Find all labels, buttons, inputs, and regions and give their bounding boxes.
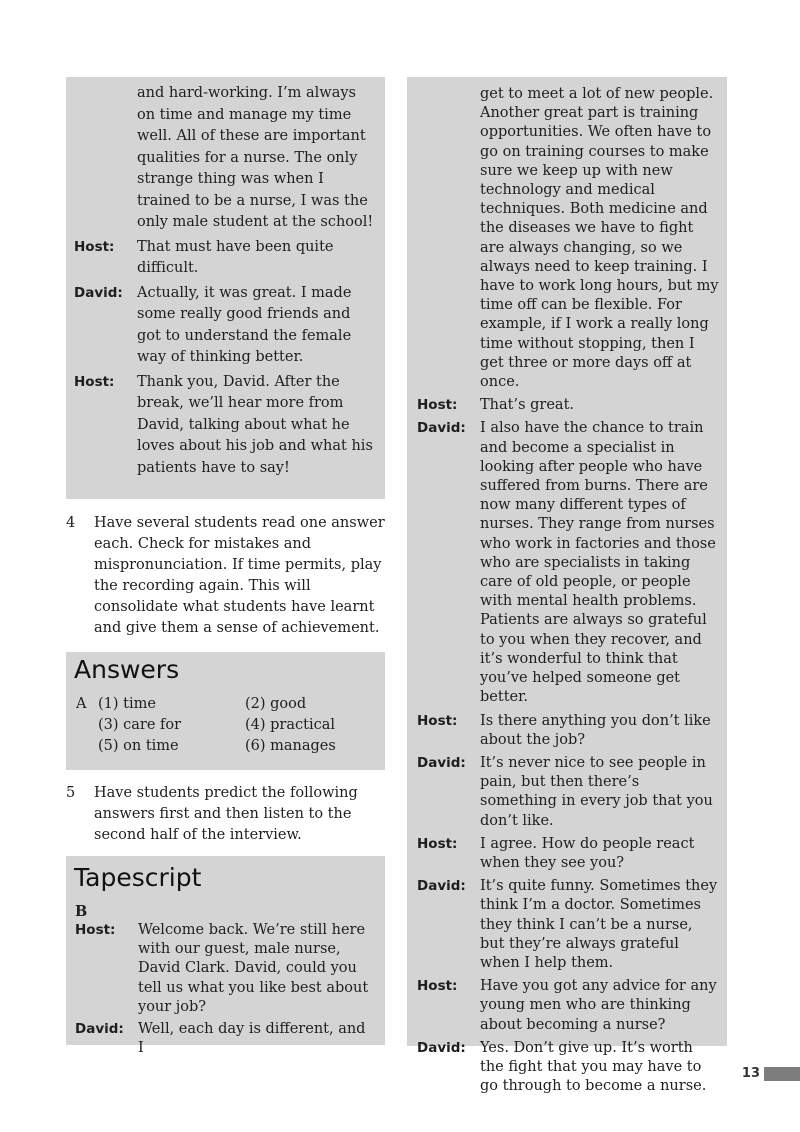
speaker-label: Host:: [74, 373, 115, 390]
dialogue-text: Have you got any advice for any young men who are thinking about becoming a nurse?: [480, 978, 717, 1033]
dialogue-text: and hard-working. I’m always on time and manage my time well. All of these are important qualities for a nurse. The only strange thing was when I trained to be a nurse, I was the only male student at the school!: [137, 85, 374, 230]
step-number: 5: [66, 785, 76, 801]
dialogue-line: [75, 1020, 375, 1058]
answer-item: (3) care for: [98, 717, 182, 733]
dialogue-line: [417, 877, 719, 973]
dialogue-line: [75, 921, 375, 1017]
dialogue-line: [74, 283, 375, 369]
answer-item: (5) on time: [98, 738, 179, 754]
dialogue-text: Welcome back. We’re still here with our guest, male nurse, David Clark. David, could you tell us what you like best about your job?: [138, 922, 369, 1015]
step-text: Have several students read one answer each. Check for mistakes and mispronunciation. If time permits, play the recording again. This will consolidate what students have learnt and give them a sense of achievement.: [94, 515, 385, 636]
dialogue-text: I agree. How do people react when they see you?: [480, 835, 695, 871]
speaker-label: David:: [75, 1021, 124, 1038]
answer-item: (4) practical: [245, 717, 335, 733]
answer-item: (2) good: [245, 696, 307, 712]
answers-list: [76, 694, 375, 757]
answers-title: Answers: [74, 655, 180, 684]
speaker-label: Host:: [75, 922, 116, 938]
tapescript-b-continuation-box: [407, 77, 727, 1095]
dialogue-line: [74, 83, 375, 234]
speaker-label: [417, 85, 480, 392]
dialogue-line: [417, 712, 719, 750]
speaker-label: Host:: [417, 397, 458, 414]
dialogue-text: Well, each day is different, and I: [138, 1021, 366, 1057]
speaker-label: Host:: [417, 712, 458, 729]
dialogue-line: [417, 754, 719, 831]
speaker-label: David:: [417, 878, 466, 895]
tapescript-section-label: B: [75, 903, 88, 920]
tapescript-a-continuation-box: [66, 77, 385, 499]
speaker-label: Host:: [417, 835, 458, 852]
dialogue-line: [417, 1039, 719, 1097]
step-text: Have students predict the following answers first and then listen to the second half of the interview.: [94, 785, 358, 843]
step-number: 4: [66, 515, 76, 531]
speaker-label: Host:: [74, 238, 115, 255]
answers-box: [66, 652, 385, 770]
dialogue-line: [417, 419, 719, 707]
answer-item: (6) manages: [245, 738, 336, 754]
speaker-label: [74, 83, 137, 234]
dialogue-text: That must have been quite difficult.: [137, 238, 334, 276]
dialogue-text: Actually, it was great. I made some really good friends and got to understand the female way of thinking better.: [137, 284, 352, 365]
dialogue-line: [417, 977, 719, 1035]
dialogue-text: Is there anything you don’t like about the job?: [480, 712, 711, 748]
dialogue-line: [74, 237, 375, 280]
dialogue-text: It’s never nice to see people in pain, but then there’s something in every job that you don’t like.: [480, 754, 713, 829]
dialogue-text: It’s quite funny. Sometimes they think I’m a doctor. Sometimes they think I can’t be a nurse, but they’re always grateful when I help them.: [480, 878, 718, 971]
dialogue-text: That’s great.: [480, 397, 575, 414]
speaker-label: Host:: [417, 978, 458, 995]
page-number-bar: [764, 1067, 800, 1081]
dialogue-text: get to meet a lot of new people. Another great part is training opportunities. We often have to go on training courses to make sure we keep up with new technology and medical techniques. Both medicine and the diseases we have to fight are always changing, so we always need to keep training. I have to work long hours, but my time off can be flexible. For example, if I work a really long time without stopping, then I get three or more days off at once.: [480, 86, 719, 391]
step-5-instruction: [66, 783, 384, 846]
speaker-label: David:: [417, 420, 466, 437]
tapescript-b-box: [66, 856, 385, 1057]
dialogue-text: Yes. Don’t give up. It’s worth the fight that you may have to go through to become a nurse.: [480, 1039, 707, 1095]
page-number: 13: [741, 1066, 760, 1081]
speaker-label: David:: [74, 284, 123, 301]
speaker-label: David:: [417, 754, 466, 771]
answers-section-label: A: [76, 696, 87, 712]
speaker-label: David:: [417, 1039, 466, 1056]
tapescript-title: Tapescript: [74, 863, 202, 892]
dialogue-line: [417, 835, 719, 873]
dialogue-text: Thank you, David. After the break, we’ll hear more from David, talking about what he loves about his job and what his patients have to say!: [137, 373, 373, 476]
dialogue-line: [417, 396, 719, 415]
dialogue-line: [417, 85, 719, 392]
dialogue-line: [74, 372, 375, 480]
answer-item: (1) time: [98, 696, 156, 712]
dialogue-text: I also have the chance to train and become a specialist in looking after people who have suffered from burns. There are now many different types of nurses. They range from nurses who work in factories and those who are specialists in taking care of old people, or people with mental health problems. Patients are always so grateful to you when they recover, and it’s wonderful to think that you’ve helped someone get better.: [480, 420, 716, 706]
step-4-instruction: [66, 513, 391, 639]
page-number-marker: [742, 1066, 800, 1081]
